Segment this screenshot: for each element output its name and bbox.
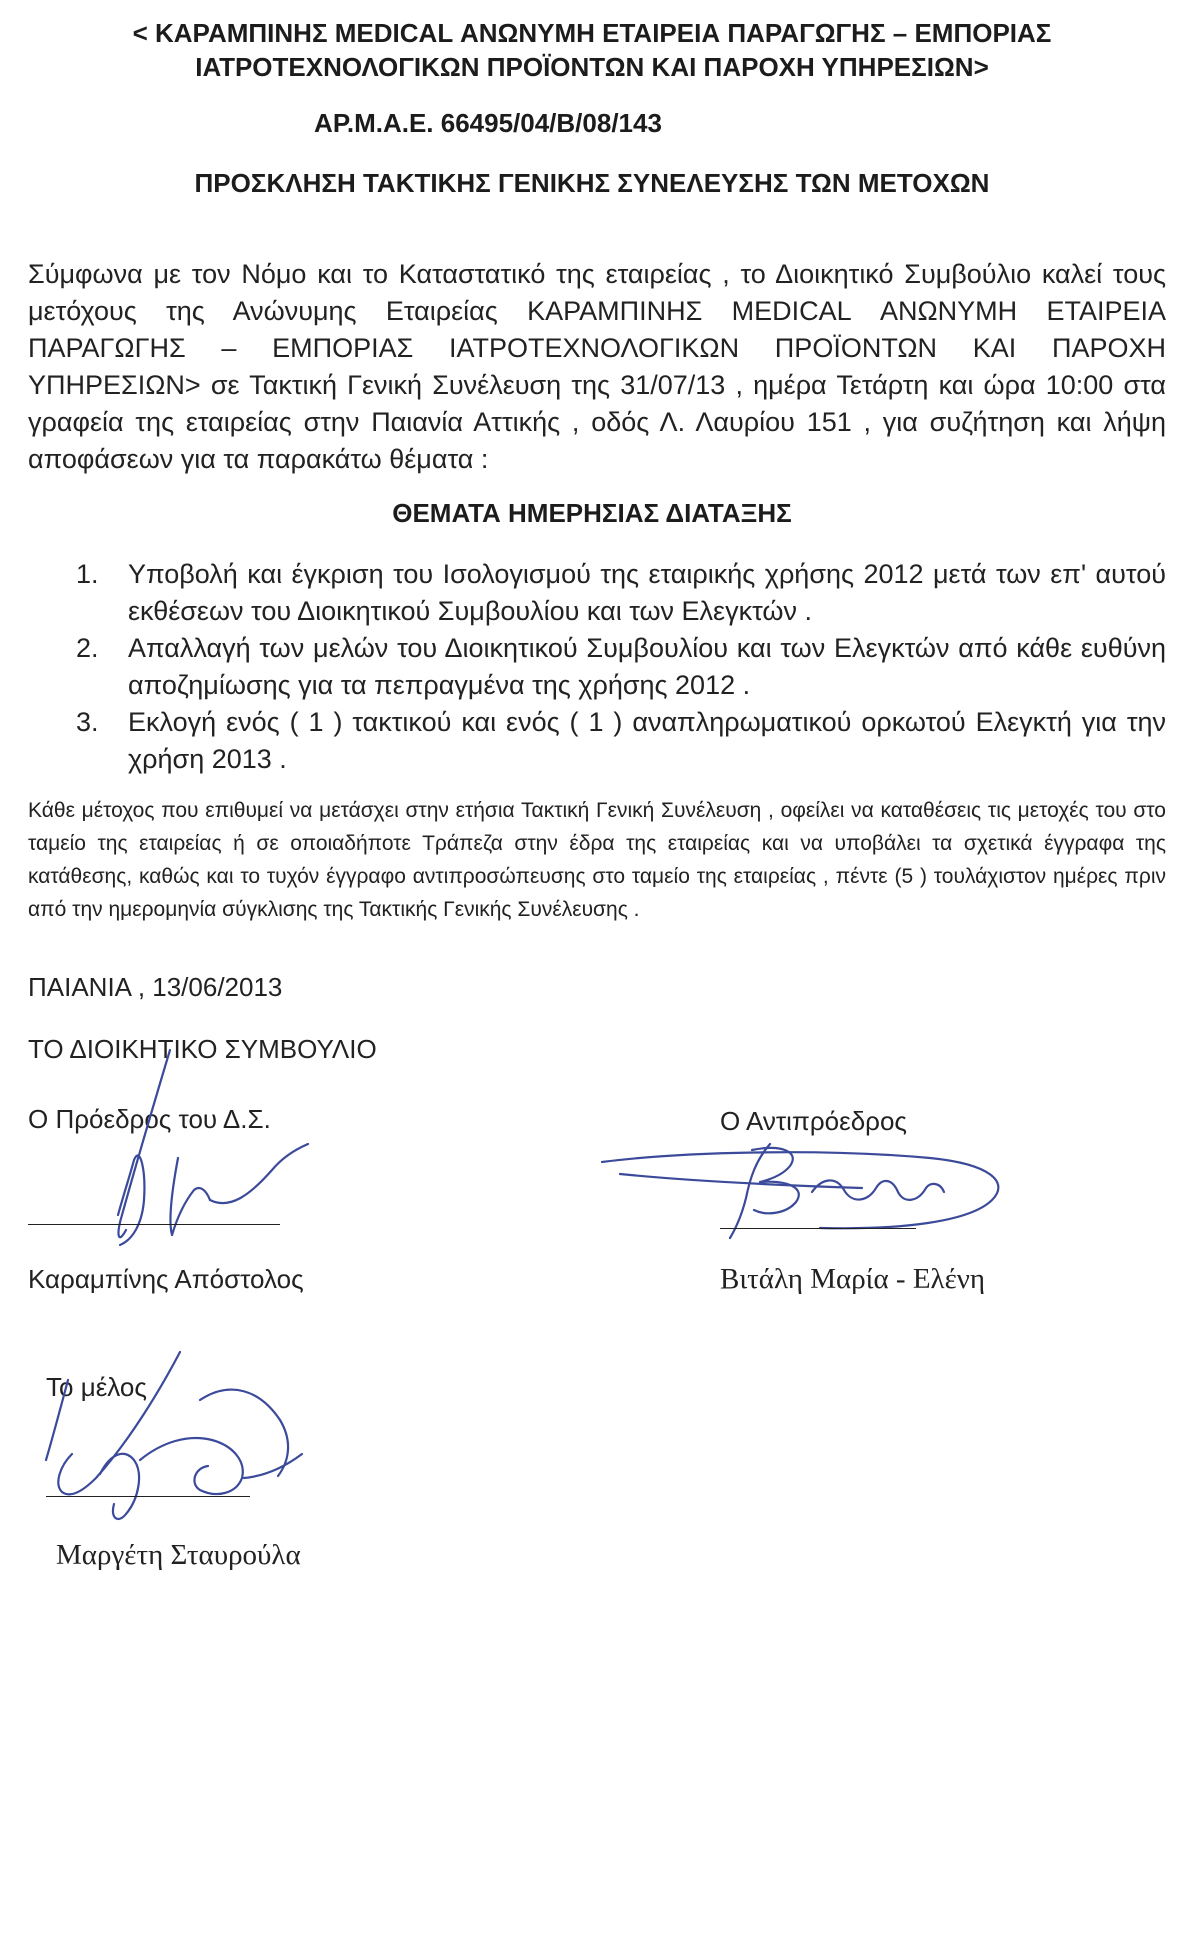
- registry-number: ΑΡ.Μ.Α.Ε. 66495/04/Β/08/143: [314, 108, 662, 138]
- member-signature-line: [46, 1496, 250, 1497]
- vice-president-signature: [600, 1130, 1020, 1240]
- president-signature: [60, 1040, 360, 1260]
- company-name-line-1: < ΚΑΡΑΜΠΙΝΗΣ MEDICAL ΑΝΩΝΥΜΗ ΕΤΑΙΡΕΙΑ ΠΑΡΑΓΩΓΗΣ – ΕΜΠΟΡΙΑΣ: [132, 18, 1052, 48]
- company-name-line-2: ΙΑΤΡΟΤΕΧΝΟΛΟΓΙΚΩΝ ΠΡΟΪΟΝΤΩΝ ΚΑΙ ΠΑΡΟΧΗ ΥΠΗΡΕΣΙΩΝ>: [195, 52, 989, 82]
- agenda-list: [76, 556, 1166, 778]
- member-name: Μαργέτη Σταυρούλα: [56, 1539, 301, 1571]
- president-name: Καραμπίνης Απόστολος: [28, 1264, 304, 1294]
- agenda-item: [76, 630, 1166, 704]
- intro-paragraph: Σύμφωνα με τον Νόμο και το Καταστατικό της εταιρείας , το Διοικητικό Συμβούλιο καλεί τους μετόχους της Ανώνυμης Εταιρείας ΚΑΡΑΜΠΙΝΗΣ MEDICAL ΑΝΩΝΥΜΗ ΕΤΑΙΡΕΙΑ ΠΑΡΑΓΩΓΗΣ – ΕΜΠΟΡΙΑΣ ΙΑΤΡΟΤΕΧΝΟΛΟΓΙΚΩΝ ΠΡΟΪΟΝΤΩΝ ΚΑΙ ΠΑΡΟΧΗ ΥΠΗΡΕΣΙΩΝ> σε Τακτική Γενική Συνέλευση της 31/07/13 , ημέρα Τετάρτη και ώρα 10:00 στα γραφεία της εταιρείας στην Παιανία Αττικής , οδός Λ. Λαυρίου 151 , για συζήτηση και λήψη αποφάσεων για τα παρακάτω θέματα :: [28, 259, 1166, 474]
- member-role: Το μέλος: [46, 1372, 147, 1402]
- agenda-item-text: Απαλλαγή των μελών του Διοικητικού Συμβουλίου και των Ελεγκτών από κάθε ευθύνη αποζημίωσης για τα πεπραγμένα της χρήσης 2012 .: [128, 633, 1166, 700]
- vice-president-name: Βιτάλη Μαρία - Ελένη: [720, 1263, 986, 1295]
- document-title: ΠΡΟΣΚΛΗΣΗ ΤΑΚΤΙΚΗΣ ΓΕΝΙΚΗΣ ΣΥΝΕΛΕΥΣΗΣ ΤΩΝ ΜΕΤΟΧΩΝ: [194, 168, 990, 198]
- vice-president-signature-line: [720, 1228, 916, 1229]
- vice-president-role: Ο Αντιπρόεδρος: [720, 1106, 907, 1136]
- president-signature-line: [28, 1224, 280, 1225]
- agenda-heading: ΘΕΜΑΤΑ ΗΜΕΡΗΣΙΑΣ ΔΙΑΤΑΞΗΣ: [392, 498, 792, 528]
- place-date: ΠΑΙΑΝΙΑ , 13/06/2013: [28, 972, 283, 1002]
- agenda-item-number: 2.: [76, 633, 99, 663]
- agenda-item: [76, 704, 1166, 778]
- board-label: ΤΟ ΔΙΟΙΚΗΤΙΚΟ ΣΥΜΒΟΥΛΙΟ: [28, 1034, 377, 1064]
- agenda-item-text: Εκλογή ενός ( 1 ) τακτικού και ενός ( 1 ) αναπληρωματικού ορκωτού Ελεγκτή για την χρήση 2013 .: [128, 707, 1166, 774]
- agenda-item-number: 1.: [76, 559, 99, 589]
- agenda-item-text: Υποβολή και έγκριση του Ισολογισμού της εταιρικής χρήσης 2012 μετά των επ' αυτού εκθέσεων του Διοικητικού Συμβουλίου και των Ελεγκτών .: [128, 559, 1166, 626]
- agenda-item: [76, 556, 1166, 630]
- president-role: Ο Πρόεδρος του Δ.Σ.: [28, 1104, 271, 1134]
- agenda-item-number: 3.: [76, 707, 99, 737]
- notice-paragraph: Κάθε μέτοχος που επιθυμεί να μετάσχει στην ετήσια Τακτική Γενική Συνέλευση , οφείλει να καταθέσεις τις μετοχές του στο ταμείο της εταιρείας ή σε οποιαδήποτε Τράπεζα στην έδρα της εταιρείας και να υποβάλει τα σχετικά έγγραφα της κατάθεσης, καθώς και το τυχόν έγγραφο αντιπροσώπευσης στο ταμείο της εταιρείας , πέντε (5 ) τουλάχιστον ημέρες πριν από την ημερομηνία σύγκλισης της Τακτικής Γενικής Συνέλευσης .: [28, 799, 1166, 921]
- member-signature: [30, 1350, 330, 1530]
